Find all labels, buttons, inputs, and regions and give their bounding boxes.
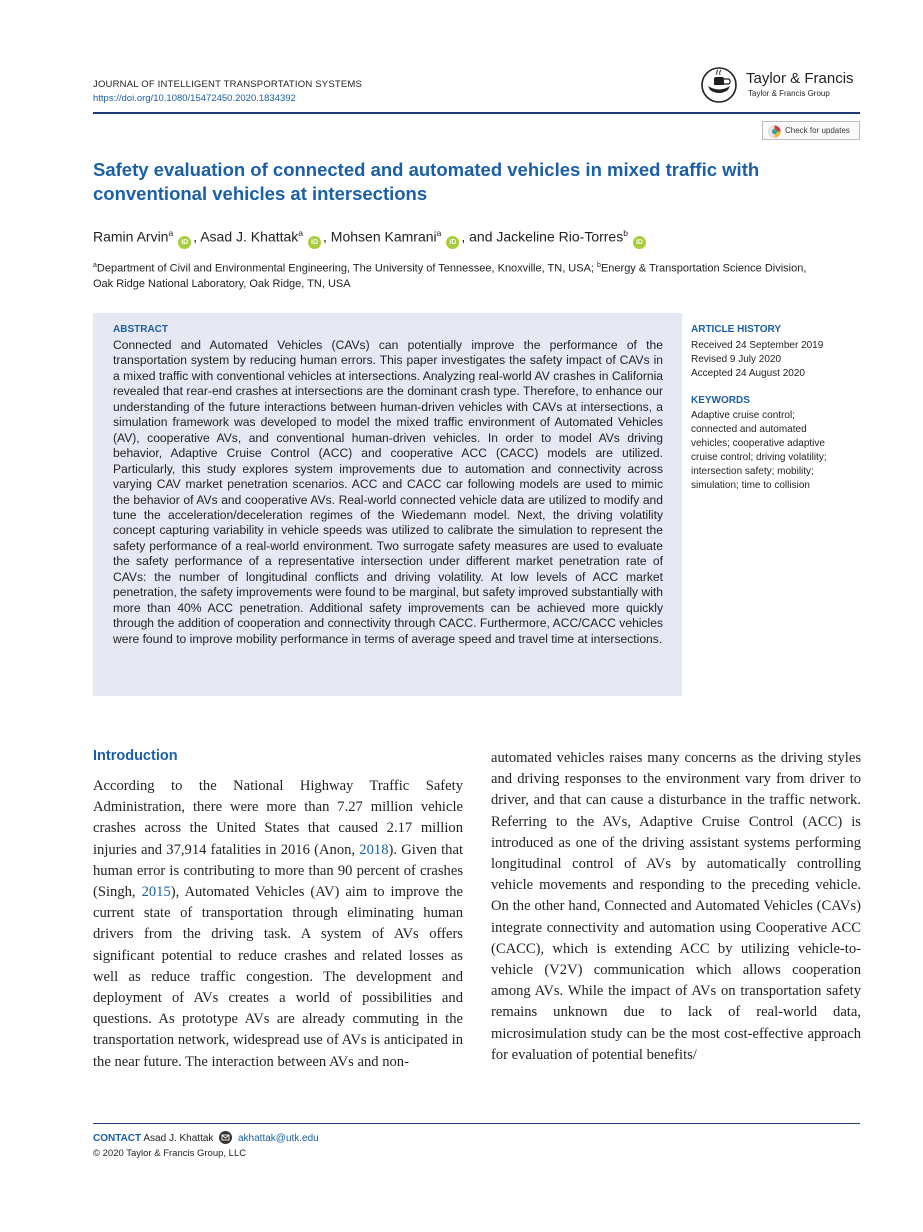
revised-date: Revised 9 July 2020 xyxy=(691,354,782,365)
contact-email-link[interactable]: akhattak@utk.edu xyxy=(237,1133,319,1144)
introduction-heading: Introduction xyxy=(93,748,178,764)
intro-text: ), Automated Vehicles (AV) aim to improve the current state of transportation through eliminating human drivers from the driving task. A system of AVs offers significant potential to reduce crashes and related losses as well as reduce traffic congestion. The development and deployment of AVs creates a world of possibilities and questions. As prototype AVs are already commuting in the transportation network, widespread use of AVs is anticipated in the near future. The interaction between AVs and non- xyxy=(93,884,463,1070)
contact-line xyxy=(93,1131,319,1144)
author-name[interactable]: Jackeline Rio-Torres xyxy=(496,228,624,245)
orcid-icon[interactable]: iD xyxy=(633,236,646,249)
taylor-francis-logo-icon xyxy=(700,66,738,104)
affil-sup-b: b xyxy=(597,262,601,269)
citation-link[interactable]: 2015 xyxy=(141,884,171,901)
author-affil-sup: b xyxy=(623,228,628,238)
abstract-heading: ABSTRACT xyxy=(113,324,168,335)
email-icon[interactable] xyxy=(219,1131,232,1144)
author-affil-sup: a xyxy=(436,228,442,238)
contact-name: Asad J. Khattak xyxy=(143,1133,214,1144)
author-affil-sup: a xyxy=(168,228,174,238)
publisher-logo xyxy=(700,66,865,106)
affiliation-b: Energy & Transportation Science Division, Oak Ridge National Laboratory, Oak Ridge, TN, USA xyxy=(93,262,807,291)
author-affil-sup: a xyxy=(298,228,304,238)
citation-link[interactable]: 2018 xyxy=(359,841,389,858)
footer-rule xyxy=(93,1123,860,1124)
keywords-heading: KEYWORDS xyxy=(691,395,750,406)
author-separator: , xyxy=(193,228,201,245)
body-column-left xyxy=(93,776,463,1073)
copyright-notice: © 2020 Taylor & Francis Group, LLC xyxy=(93,1148,247,1159)
affil-sup-a: a xyxy=(93,262,97,269)
author-name[interactable]: Mohsen Kamrani xyxy=(330,228,437,245)
article-history-heading: ARTICLE HISTORY xyxy=(691,324,782,335)
check-for-updates-label: Check for updates xyxy=(785,126,850,135)
author-name[interactable]: Ramin Arvin xyxy=(93,228,169,245)
author-separator: , xyxy=(323,228,331,245)
affiliations xyxy=(93,258,813,293)
crossmark-icon xyxy=(768,125,781,138)
intro-text: automated vehicles raises many concerns as the driving styles and driving responses to the environment vary from driver to driver, and that can cause a disturbance in the traffic network. Referring to the AVs, Adaptive Cruise Control (ACC) is introduced as one of the driving assistant systems performing longitudinal control of AVs by automatically controlling vehicle movements and responding to the preceding vehicle. On the other hand, Connected and Automated Vehicles (CAVs) integrate connectivity and automation using Cooperative ACC (CACC), which is extending ACC by utilizing vehicle-to-vehicle (V2V) communication which allows cooperation among AVs. While the impact of AVs on transportation safety remains unknown due to lack of real-world data, microsimulation study can be the most cost-effective approach for evaluation of potential benefits/ xyxy=(491,750,861,1063)
publisher-name: Taylor & Francis xyxy=(746,70,854,87)
check-for-updates-button[interactable] xyxy=(762,121,860,140)
received-date: Received 24 September 2019 xyxy=(691,340,824,351)
orcid-icon[interactable]: iD xyxy=(178,236,191,249)
body-column-right xyxy=(491,748,861,1066)
affiliation-a: Department of Civil and Environmental Engineering, The University of Tennessee, Knoxville, TN, USA; xyxy=(96,262,598,275)
keywords-text: Adaptive cruise control; connected and automated vehicles; cooperative adaptive cruise control; driving volatility; intersection safety; mobility; simulation; time to collision xyxy=(691,410,827,491)
publisher-group: Taylor & Francis Group xyxy=(748,89,830,98)
accepted-date: Accepted 24 August 2020 xyxy=(691,368,805,379)
author-name[interactable]: Asad J. Khattak xyxy=(200,228,299,245)
author-separator: , and xyxy=(461,228,497,245)
abstract-text: Connected and Automated Vehicles (CAVs) can potentially improve the performance of the transportation system by reducing human errors. This paper investigates the safety impact of CAVs in a mixed traffic with conventional vehicles at intersections. Analyzing real-world AV crashes in California revealed that rear-end crashes at intersections are the dominant crash type. Therefore, to enhance our understanding of the future interactions between human-driven vehicles with CAVs at intersections, a simulation framework was developed to model the mixed traffic environment of Automated Vehicles (AV), cooperative AVs, and conventional human-driven vehicles. In order to model AVs driving behavior, Adaptive Cruise Control (ACC) and cooperative ACC (CACC) models are utilized. Particularly, this study explores system improvements due to automation and connectivity across varying CAV market penetration scenarios. ACC and CACC car following models are used to mimic the behavior of AVs and cooperative AVs. Real-world connected vehicle data are utilized to modify and tune the acceleration/deceleration regimes of the Wiedemann model. Next, the driving volatility concept capturing variability in vehicle speeds was utilized to calibrate the simulation to represent the safety performance of a real-world environment. Two surrogate safety measures are used to evaluate the safety performance of a representative intersection under different market penetration rate of CAVs: the number of longitudinal conflicts and driving volatility. At low levels of ACC market penetration, the safety improvements were found to be marginal, but safety improved substantially with more than 40% ACC penetration. Additional safety improvements can be achieved more quickly through the addition of cooperation and connectivity through CACC. Furthermore, ACC/CACC vehicles were found to improve mobility performance in terms of average speed and travel time at intersections. xyxy=(113,338,663,646)
header-rule xyxy=(93,112,860,114)
article-title: Safety evaluation of connected and automated vehicles in mixed traffic with conventional vehicles at intersections xyxy=(93,159,760,204)
author-list xyxy=(93,228,648,249)
contact-label: CONTACT xyxy=(93,1133,142,1144)
orcid-icon[interactable]: iD xyxy=(446,236,459,249)
doi-link[interactable]: https://doi.org/10.1080/15472450.2020.1834392 xyxy=(93,93,296,104)
intro-text: According to the National Highway Traffic Safety Administration, there were more than 7.27 million vehicle crashes across the United States that caused 2.17 million injuries and 37,914 fatalities in 2016 (Anon, xyxy=(93,778,463,858)
intro-text: ). Given that human error is contributing to more than 90 percent of crashes (Singh, xyxy=(93,841,463,901)
journal-name: JOURNAL OF INTELLIGENT TRANSPORTATION SYSTEMS xyxy=(93,79,363,90)
orcid-icon[interactable]: iD xyxy=(308,236,321,249)
